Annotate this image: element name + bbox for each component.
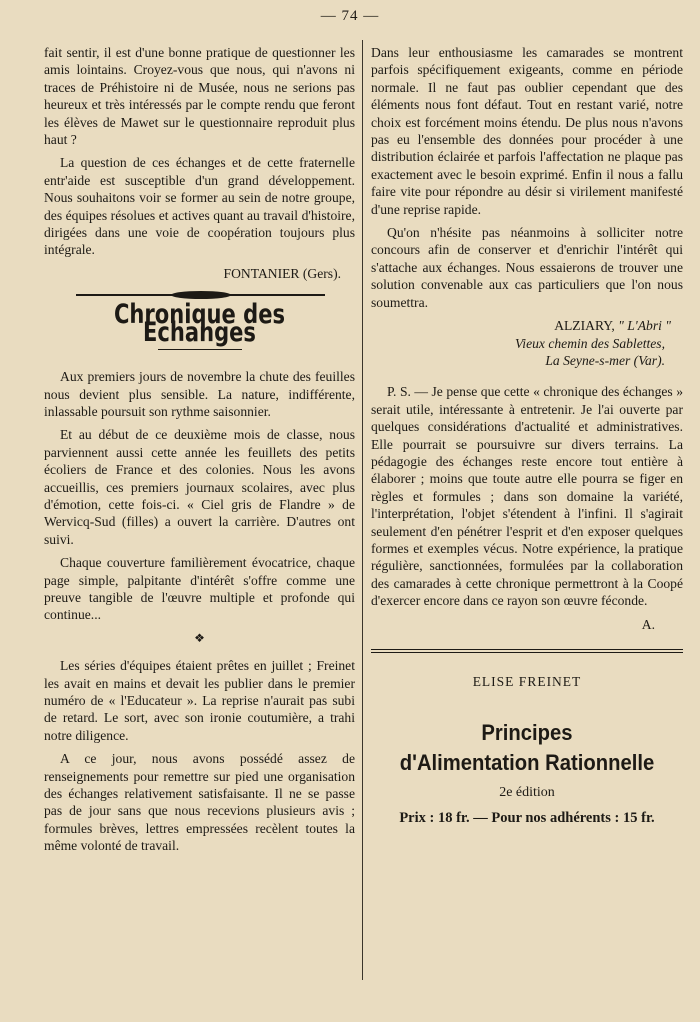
left-column xyxy=(44,44,355,861)
intro-paragraph-2: La question de ces échanges et de cette fraternelle entr'aide est susceptible d'un grand développement. Nous souhaitons voir se former au sein de notre groupe, des équipes résolues et actives quant au travail d'histoire, dirigées dans une voie de coopération toujours plus intégrale. xyxy=(44,155,355,258)
ps-initial: A. xyxy=(641,616,655,632)
after-paragraph-2: A ce jour, nous avons possédé assez de renseignements pour remettre sur pied une organisation des échanges relativement satisfaisante. Il ne se passe pas de jour sans que nous recevions plusieurs avis ; formules brèves, lettres empressées recèlent toutes la même volonté de travail. xyxy=(44,751,355,854)
column-divider xyxy=(362,40,363,980)
advert-title-line-2: d'Alimentation Rationnelle xyxy=(399,750,655,776)
intro-paragraph-1: fait sentir, il est d'une bonne pratique de questionner les amis lointains. Croyez-vous que nous, qui n'avons ni traces de Préhistoire ni de Musée, nous ne serions pas heureux et très intéressés par le compte rendu que feront les élèves de Mawet sur le questionnaire reproduit plus haut ? xyxy=(44,45,355,148)
intro-signature: FONTANIER (Gers). xyxy=(223,265,341,281)
right-paragraph-2: Qu'on n'hésite pas néanmoins à solliciter notre concours afin de conserver et d'enrichir l'intérêt qui s'attache aux échanges. Nous essaierons de trouver une solution convenable aux cas particuliers que l'on nous soumettra. xyxy=(371,225,683,310)
advert-edition: 2e édition xyxy=(499,785,555,801)
advert-title-line-1: Principes xyxy=(481,720,573,746)
asterism-ornament: ❖ xyxy=(194,630,205,645)
address-line-1: Vieux chemin des Sablettes, xyxy=(515,335,665,351)
right-column xyxy=(371,44,683,827)
address-line-2: La Seyne-s-mer (Var). xyxy=(545,352,665,368)
title-underline xyxy=(158,349,242,350)
chronique-paragraph-3: Chaque couverture familièrement évocatrice, chaque page simple, palpitante d'intérêt s'offre comme une preuve tangible de l'œuvre multiple et profonde qui continue... xyxy=(44,555,355,623)
advert-price: Prix : 18 fr. — Pour nos adhérents : 15 fr. xyxy=(399,809,655,826)
advert-author: ELISE FREINET xyxy=(472,674,582,689)
after-paragraph-1: Les séries d'équipes étaient prêtes en juillet ; Freinet les avait en mains et devait les publier dans le premier numéro de « l'Educateur ». La reprise n'aurait pas subi de retard. Le sort, avec son ironie coutumière, a trahi notre diligence. xyxy=(44,658,355,743)
signature-name: ALZIARY, xyxy=(554,318,615,334)
book-advert xyxy=(371,673,683,827)
ps-paragraph: P. S. — Je pense que cette « chronique des échanges » serait utile, intéressante à entretenir. Je l'ai ouverte par quelques considérations d'actualité et administratives. Elle pourrait se poursuivre sur divers terrains. La pédagogie des échanges reste encore tout entière à élaborer ; moins que toute autre elle pourra se figer en règles et formules ; dans son domaine la variété, l'interprétation, l'objet s'étendent à l'infini. Il s'agirait seulement d'en pénétrer l'esprit et d'en exposer quelques formes et exemples vécus. Notre expérience, la pratique régulière, sanctionnées, formulées par la collaboration des camarades à cette chronique permettront à la Coopé d'exercer encore dans ce rayon son œuvre féconde. xyxy=(371,384,683,609)
signature-place: " L'Abri " xyxy=(618,318,671,334)
advert-divider xyxy=(371,649,683,653)
alziary-signature xyxy=(371,317,671,334)
right-paragraph-1: Dans leur enthousiasme les camarades se montrent parfois spécifiquement exigeants, comme en période normale. Il ne faut pas oublier cependant que des éléments nous font défaut. Tout en restant varié, notre choix est forcément moins étendu. De plus nous n'avons pas eu l'ensemble des données pour procéder à une distribution éclairée et parfois l'affectation ne plaque pas exactement avec le besoin exprimé. Enfin il nous a fallu faire vite pour répondre au désir si virilement manifesté d'une reprise rapide. xyxy=(371,45,683,217)
chronique-paragraph-2: Et au début de ce deuxième mois de classe, nous parviennent aussi cette année les feuillets des petits écoliers de France et des colonies. Nous les avons accueillis, ces premiers journaux scolaires, avec plus d'émotion, cette fois-ci. « Ciel gris de Flandre » de Wervicq-Sud (filles) a ouvert la carrière. D'autres ont suivi. xyxy=(44,427,355,547)
page-number: — 74 — xyxy=(320,8,380,24)
chronique-title: Chronique des Echanges xyxy=(113,299,286,348)
chronique-paragraph-1: Aux premiers jours de novembre la chute des feuilles nous devient plus sensible. La nature, indifférente, inlassable poursuit son rythme saisonnier. xyxy=(44,369,355,419)
ornamental-divider xyxy=(76,294,325,296)
